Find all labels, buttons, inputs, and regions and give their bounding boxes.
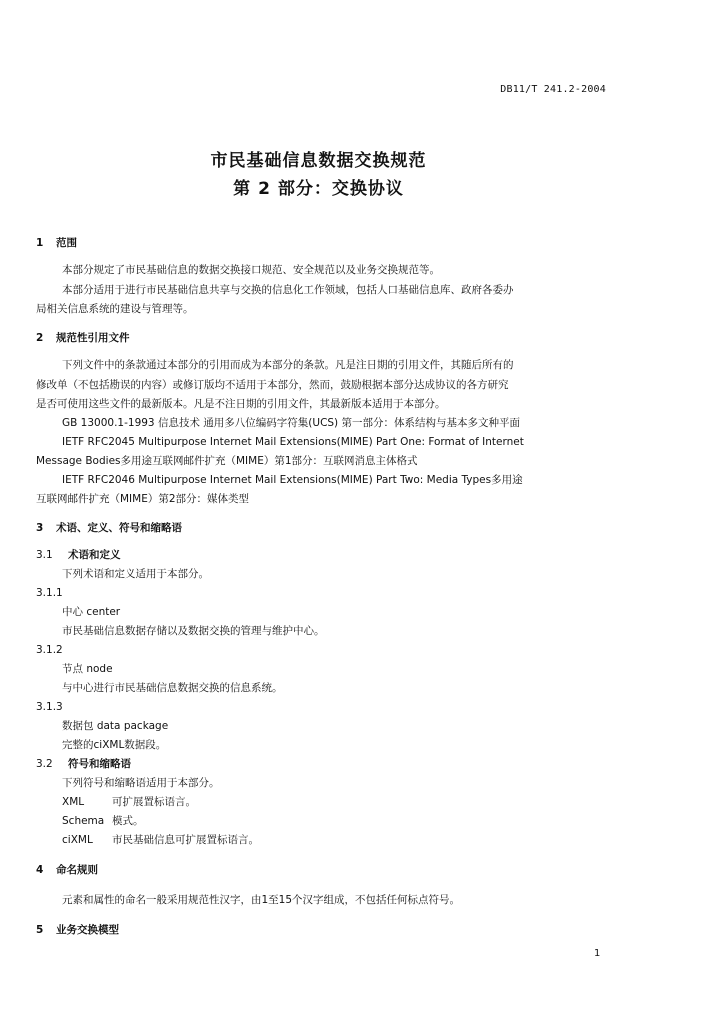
term-node: 节点 node [62,663,113,675]
section-2-paragraph-line-3: 是否可使用这些文件的最新版本。凡是不注日期的引用文件，其最新版本适用于本部分。 [36,398,446,410]
section-1-paragraph-2-line-2: 局相关信息系统的建设与管理等。 [36,303,194,315]
section-2-heading [36,331,606,345]
section-3-1-2-number: 3.1.2 [36,644,63,656]
definition-center: 市民基础信息数据存储以及数据交换的管理与维护中心。 [62,625,325,637]
section-3-2-heading [36,757,606,771]
reference-rfc2046-line-1: IETF RFC2046 Multipurpose Internet Mail Extensions(MIME) Part Two: Media Types多用途 [62,474,523,486]
reference-gb13000: GB 13000.1-1993 信息技术 通用多八位编码字符集(UCS) 第一部分：体系结构与基本多文种平面 [62,417,520,429]
section-3-heading [36,521,606,535]
reference-rfc2045-line-2: Message Bodies多用途互联网邮件扩充（MIME）第1部分：互联网消息主体格式 [36,455,418,467]
section-1-heading [36,236,606,250]
section-title: 术语和定义 [68,549,121,561]
reference-rfc2046-line-2: 互联网邮件扩充（MIME）第2部分：媒体类型 [36,493,250,505]
section-title: 范围 [56,237,77,249]
section-4-heading [36,863,606,877]
section-title: 术语、定义、符号和缩略语 [56,522,182,534]
document-code: DB11/T 241.2-2004 [500,84,606,95]
section-1-paragraph-2-line-1: 本部分适用于进行市民基础信息共享与交换的信息化工作领域，包括人口基础信息库、政府各委办 [62,284,514,296]
section-number: 3.1 [36,549,53,561]
abbreviation-cixml [62,833,606,847]
section-number: 2 [36,332,44,344]
section-title: 命名规则 [56,864,98,876]
section-2-paragraph-line-1: 下列文件中的条款通过本部分的引用而成为本部分的条款。凡是注日期的引用文件，其随后所有的 [62,359,514,371]
section-title: 规范性引用文件 [56,332,130,344]
abbreviation-value: 市民基础信息可扩展置标语言。 [112,834,259,846]
section-5-heading [36,923,606,937]
section-number: 5 [36,924,44,936]
term-data-package: 数据包 data package [62,720,169,732]
section-title: 业务交换模型 [56,924,119,936]
abbreviation-key: XML [62,796,85,808]
section-3-1-heading [36,548,606,562]
section-1-paragraph-1: 本部分规定了市民基础信息的数据交换接口规范、安全规范以及业务交换规范等。 [62,264,440,276]
section-2-paragraph-line-2: 修改单（不包括勘误的内容）或修订版均不适用于本部分，然而，鼓励根据本部分达成协议的各方研究 [36,379,509,391]
term-center: 中心 center [62,606,121,618]
section-3-1-text: 下列术语和定义适用于本部分。 [62,568,209,580]
section-3-1-1-number: 3.1.1 [36,587,63,599]
page-number: 1 [594,948,601,959]
definition-data-package: 完整的ciXML数据段。 [62,739,167,751]
section-number: 1 [36,237,44,249]
abbreviation-value: 可扩展置标语言。 [112,796,196,808]
abbreviation-schema [62,814,606,828]
definition-node: 与中心进行市民基础信息数据交换的信息系统。 [62,682,283,694]
abbreviation-key: Schema [62,815,105,827]
reference-rfc2045-line-1: IETF RFC2045 Multipurpose Internet Mail Extensions(MIME) Part One: Format of Internet [62,436,524,448]
document-title: 市民基础信息数据交换规范 [210,151,427,171]
section-number: 3 [36,522,44,534]
abbreviation-value: 模式。 [112,815,144,827]
abbreviation-xml [62,795,606,809]
section-4-paragraph: 元素和属性的命名一般采用规范性汉字，由1至15个汉字组成，不包括任何标点符号。 [62,894,461,906]
document-subtitle: 第 2 部分：交换协议 [233,179,404,199]
section-number: 4 [36,864,44,876]
section-number: 3.2 [36,758,53,770]
section-title: 符号和缩略语 [68,758,131,770]
abbreviation-key: ciXML [62,834,93,846]
section-3-2-text: 下列符号和缩略语适用于本部分。 [62,777,220,789]
section-3-1-3-number: 3.1.3 [36,701,63,713]
